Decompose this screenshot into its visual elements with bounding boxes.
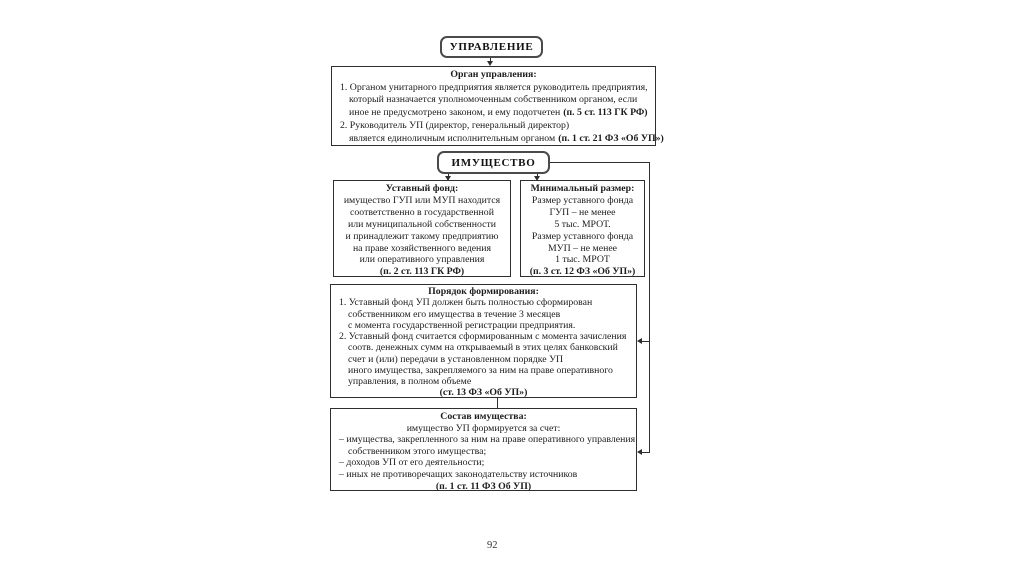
composition-item2: – доходов УП от его деятельности; [339, 457, 485, 469]
organ-item1-line3: иное не предусмотрено законом, и ему подотчетен (п. 5 ст. 113 ГК РФ) [349, 107, 648, 119]
formation-item2-line1: 2. Уставный фонд считается сформированным с момента зачисления [339, 331, 627, 342]
connector-right-vertical [649, 162, 650, 453]
minimum-size-line6: 1 тыс. МРОТ [555, 254, 610, 266]
formation-item1-line2: собственником его имущества в течение 3 месяцев [348, 308, 561, 320]
page-number: 92 [487, 540, 498, 551]
minimum-size-line3: 5 тыс. МРОТ. [554, 218, 611, 230]
formation-item2-line2: соотв. денежных сумм на открываемый в этих целях банковский [348, 342, 618, 354]
minimum-size-line5: МУП – не менее [547, 242, 618, 254]
arrow-into-formation-head [637, 338, 642, 344]
charter-fund-line4: и принадлежит такому предприятию [345, 230, 499, 242]
arrow-into-composition-head [637, 449, 642, 455]
charter-fund-line3: или муниципальной собственности [347, 218, 497, 230]
composition-legal-ref: (п. 1 ст. 11 ФЗ Об УП) [435, 480, 532, 492]
connector-branch-to-composition [641, 452, 650, 453]
formation-item2-line5: управления, в полном объеме [348, 376, 472, 387]
composition-item1-line2: собственником этого имущества; [348, 445, 487, 457]
organ-item2-legal-ref: (п. 1 ст. 21 ФЗ «Об УП») [558, 132, 664, 144]
formation-item1-line1: 1. Уставный фонд УП должен быть полностью сформирован [339, 297, 593, 309]
composition-item1-line1: – имущества, закрепленного за ним на праве оперативного управления [339, 434, 636, 446]
formation-order-title: Порядок формирования: [428, 286, 539, 297]
minimum-size-legal-ref: (п. 3 ст. 12 ФЗ «Об УП») [529, 266, 636, 278]
property-header-label: ИМУЩЕСТВО [451, 156, 536, 169]
charter-fund-line6: или оперативного управления [359, 254, 485, 266]
connector-branch-to-formation [641, 341, 650, 342]
organ-item1-legal-ref: (п. 5 ст. 113 ГК РФ) [563, 107, 648, 119]
formation-order-box [330, 284, 637, 398]
organ-of-management-box [331, 66, 664, 146]
organ-box-title: Орган управления: [450, 69, 537, 80]
organ-item2-line1: 2. Руководитель УП (директор, генеральный директор) [340, 119, 570, 131]
formation-order-legal-ref: (ст. 13 ФЗ «Об УП») [439, 387, 528, 399]
formation-item2-line4: иного имущества, закрепляемого за ним на праве оперативного [348, 364, 613, 376]
charter-fund-legal-ref: (п. 2 ст. 113 ГК РФ) [379, 266, 465, 278]
property-header-box [437, 151, 550, 174]
charter-fund-line5: на праве хозяйственного ведения [352, 242, 492, 254]
organ-item1-line1: 1. Органом унитарного предприятия является руководитель предприятия, [340, 81, 648, 93]
composition-title: Состав имущества: [440, 411, 527, 422]
charter-fund-box [333, 180, 511, 277]
connector-formation-to-composition [497, 398, 498, 408]
composition-item3: – иных не противоречащих законодательству источников [339, 468, 578, 480]
organ-item1-line2: который назначается уполномоченным собственником органом, если [349, 94, 638, 106]
management-header-label: УПРАВЛЕНИЕ [449, 41, 534, 53]
minimum-size-line2: ГУП – не менее [549, 206, 616, 218]
formation-item1-line3: с момента государственной регистрации предприятия. [348, 319, 576, 331]
minimum-size-line1: Размер уставного фонда [531, 194, 634, 206]
minimum-size-box [520, 180, 645, 277]
organ-item2-line2: является единоличным исполнительным органом (п. 1 ст. 21 ФЗ «Об УП») [349, 132, 664, 144]
connector-property-right-horizontal [550, 162, 650, 163]
charter-fund-line2: соответственно в государственной [350, 206, 494, 218]
management-header-box [440, 36, 543, 58]
charter-fund-title: Уставный фонд: [385, 183, 459, 194]
formation-item2-line3: счет и (или) передачи в установленном порядке УП [348, 353, 564, 365]
minimum-size-line4: Размер уставного фонда [531, 230, 634, 242]
charter-fund-line1: имущество ГУП или МУП находится [343, 194, 501, 206]
minimum-size-title: Минимальный размер: [530, 183, 635, 194]
composition-subtitle: имущество УП формируется за счет: [406, 422, 561, 434]
property-composition-box [330, 408, 637, 491]
